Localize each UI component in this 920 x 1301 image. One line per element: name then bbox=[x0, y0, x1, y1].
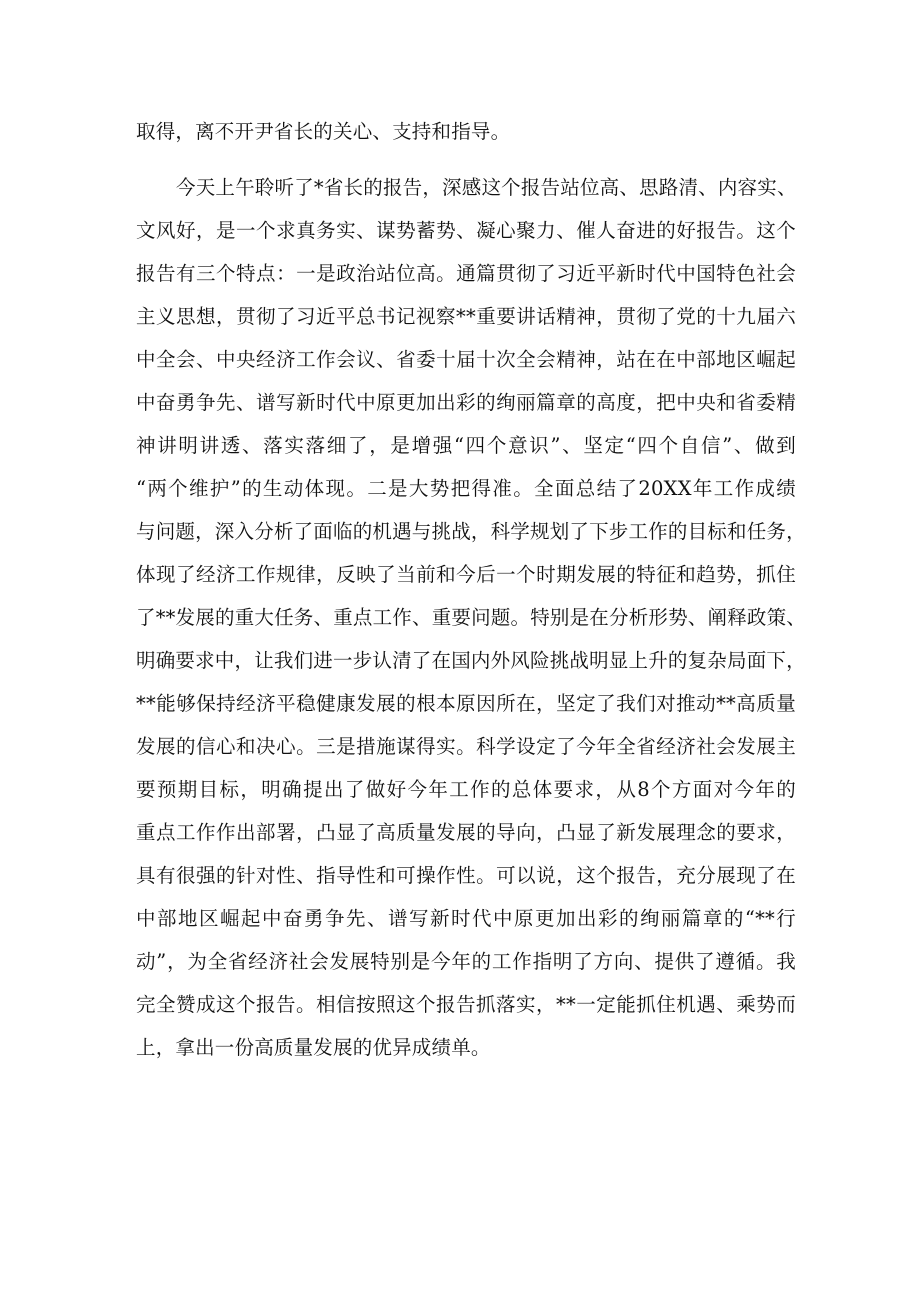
paragraph-2-line-15: 要预期目标，明确提出了做好今年工作的总体要求，从8个方面对今年的 bbox=[136, 778, 796, 801]
paragraph-2-line-19: 动”，为全省经济社会发展特别是今年的工作指明了方向、提供了遵循。我 bbox=[136, 950, 796, 973]
paragraph-2-line-17: 具有很强的针对性、指导性和可操作性。可以说，这个报告，充分展现了在 bbox=[136, 864, 796, 887]
paragraph-2-line-5: 中全会、中央经济工作会议、省委十届十次全会精神，站在在中部地区崛起 bbox=[136, 348, 796, 371]
paragraph-2-line-12: 明确要求中，让我们进一步认清了在国内外风险挑战明显上升的复杂局面下， bbox=[136, 649, 806, 672]
paragraph-2-line-1: 今天上午聆听了*省长的报告，深感这个报告站位高、思路清、内容实、 bbox=[176, 176, 797, 199]
paragraph-2-line-2: 文风好，是一个求真务实、谋势蓄势、凝心聚力、催人奋进的好报告。这个 bbox=[136, 219, 796, 242]
paragraph-2-line-4: 主义思想，贯彻了习近平总书记视察**重要讲话精神，贯彻了党的十九届六 bbox=[136, 305, 796, 328]
paragraph-2-line-21: 上，拿出一份高质量发展的优异成绩单。 bbox=[136, 1036, 491, 1059]
paragraph-2-line-11: 了**发展的重大任务、重点工作、重要问题。特别是在分析形势、阐释政策、 bbox=[136, 606, 807, 629]
paragraph-1-line-1: 取得，离不开尹省长的关心、支持和指导。 bbox=[136, 120, 511, 143]
paragraph-2-line-14: 发展的信心和决心。三是措施谋得实。科学设定了今年全省经济社会发展主 bbox=[136, 735, 796, 758]
paragraph-2-line-20: 完全赞成这个报告。相信按照这个报告抓落实，**一定能抓住机遇、乘势而 bbox=[136, 993, 796, 1016]
paragraph-2-line-6: 中奋勇争先、谱写新时代中原更加出彩的绚丽篇章的高度，把中央和省委精 bbox=[136, 391, 796, 414]
paragraph-2-line-7: 神讲明讲透、落实落细了，是增强“四个意识”、坚定“四个自信”、做到 bbox=[136, 434, 796, 457]
paragraph-2-line-13: **能够保持经济平稳健康发展的根本原因所在，坚定了我们对推动**高质量 bbox=[136, 692, 796, 715]
paragraph-2-line-18: 中部地区崛起中奋勇争先、谱写新时代中原更加出彩的绚丽篇章的“**行 bbox=[136, 907, 796, 930]
paragraph-2-line-8: “两个维护”的生动体现。二是大势把得准。全面总结了20XX年工作成绩 bbox=[136, 477, 796, 500]
paragraph-2-line-9: 与问题，深入分析了面临的机遇与挑战，科学规划了下步工作的目标和任务， bbox=[136, 520, 806, 543]
paragraph-2-line-10: 体现了经济工作规律，反映了当前和今后一个时期发展的特征和趋势，抓住 bbox=[136, 563, 796, 586]
paragraph-2-line-16: 重点工作作出部署，凸显了高质量发展的导向，凸显了新发展理念的要求， bbox=[136, 821, 796, 844]
paragraph-2-line-3: 报告有三个特点：一是政治站位高。通篇贯彻了习近平新时代中国特色社会 bbox=[136, 262, 796, 285]
